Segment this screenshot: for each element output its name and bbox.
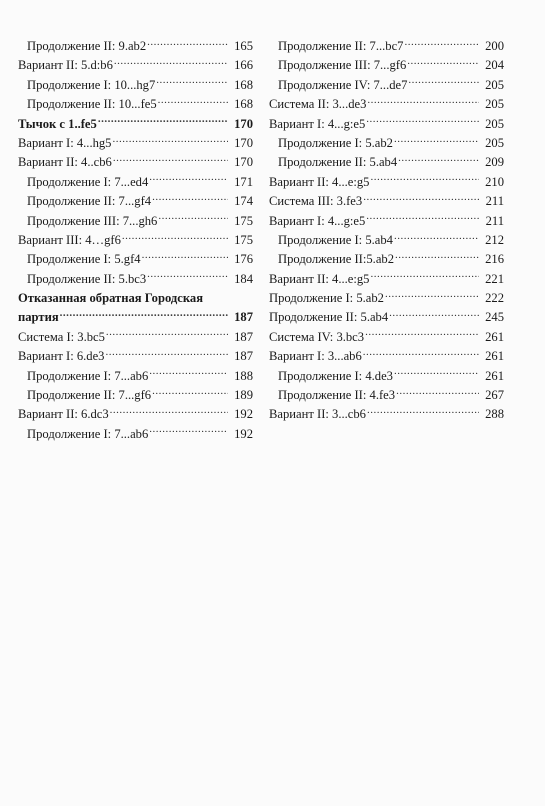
toc-page-number: 187: [234, 310, 253, 325]
toc-entry: [269, 367, 504, 386]
toc-page-number: 189: [234, 388, 253, 403]
toc-page-number: 187: [234, 329, 253, 344]
toc-page-number: 204: [485, 58, 504, 73]
toc-entry: [269, 95, 504, 114]
toc-page-number: 176: [234, 252, 253, 267]
toc-page-number: 171: [234, 174, 253, 189]
toc-leader-dots: [149, 174, 228, 186]
toc-entry-title-line1: Отказанная обратная Городская: [18, 291, 204, 306]
toc-page-number: 216: [485, 252, 504, 267]
toc-leader-dots: [367, 96, 479, 108]
toc-page-number: 174: [234, 194, 253, 209]
toc-entry-title: Продолжение II: 5.bc3: [27, 271, 147, 286]
toc-entry: [18, 347, 253, 366]
toc-entry: [18, 250, 253, 269]
toc-entry-title: Продолжение II: 7...gf4: [27, 194, 152, 209]
toc-leader-dots: [106, 329, 228, 341]
toc-entry: [269, 328, 504, 347]
toc-entry-line2: [18, 308, 253, 327]
toc-right-column: [269, 37, 504, 425]
toc-page-number: 170: [234, 155, 253, 170]
toc-entry-title: Продолжение I: 5.ab2: [278, 135, 393, 150]
toc-entry-title: Продолжение IV: 7...de7: [278, 77, 408, 92]
toc-entry: [18, 192, 253, 211]
toc-entry-title: Вариант III: 4…gf6: [18, 232, 121, 247]
toc-page-number: 245: [485, 310, 504, 325]
toc-entry: [18, 56, 253, 75]
toc-leader-dots: [113, 154, 228, 166]
toc-page-number: 170: [234, 135, 253, 150]
toc-entry: [18, 212, 253, 231]
toc-page-number: 222: [485, 291, 504, 306]
toc-entry-title: Вариант II: 3...cb6: [269, 407, 366, 422]
toc-entry: [18, 134, 253, 153]
toc-entry: [269, 308, 504, 327]
toc-entry: [18, 405, 253, 424]
toc-entry: [269, 289, 504, 308]
toc-page-number: 211: [485, 194, 504, 209]
toc-leader-dots: [112, 135, 228, 147]
toc-entry-title: Система IV: 3.bc3: [269, 329, 365, 344]
toc-leader-dots: [122, 232, 228, 244]
toc-entry: [18, 367, 253, 386]
toc-entry-title: Вариант II: 6.dc3: [18, 407, 109, 422]
toc-entry-title: Продолжение II: 9.ab2: [27, 39, 147, 53]
toc-leader-dots: [114, 57, 228, 69]
toc-page-number: 170: [234, 116, 253, 131]
toc-entry: [269, 212, 504, 231]
toc-page-number: 205: [485, 116, 504, 131]
toc-page-number: 187: [234, 349, 253, 364]
toc-leader-dots: [366, 213, 479, 225]
toc-entry-title: Продолжение II: 7...gf6: [27, 388, 152, 403]
toc-leader-dots: [370, 174, 479, 186]
toc-leader-dots: [408, 77, 479, 89]
toc-leader-dots: [147, 38, 228, 50]
toc-leader-dots: [385, 290, 479, 302]
toc-leader-dots: [363, 348, 479, 360]
toc-entry: [269, 250, 504, 269]
toc-leader-dots: [389, 309, 479, 321]
toc-leader-dots: [158, 213, 228, 225]
toc-leader-dots: [366, 116, 479, 128]
toc-page-number: 261: [485, 349, 504, 364]
toc-entry-title: Тычок с 1..fe5: [18, 116, 97, 131]
toc-entry-title: Продолжение I: 7...ab6: [27, 368, 149, 383]
toc-entry: [269, 347, 504, 366]
toc-leader-dots: [370, 271, 479, 283]
toc-page-number: 168: [234, 97, 253, 112]
toc-entry: [18, 173, 253, 192]
toc-entry: [269, 386, 504, 405]
toc-leader-dots: [394, 232, 479, 244]
toc-entry: [18, 76, 253, 95]
toc-entry: [269, 76, 504, 95]
toc-leader-dots: [404, 38, 479, 50]
toc-page-number: 200: [485, 39, 504, 53]
toc-entry-title: Вариант II: 5.d:b6: [18, 58, 113, 73]
toc-page-number: 175: [234, 232, 253, 247]
toc-entry-title: Продолжение I: 5.ab2: [269, 291, 384, 306]
toc-leader-dots: [394, 368, 479, 380]
toc-entry-title: Продолжение II: 5.ab4: [269, 310, 389, 325]
toc-leader-dots: [398, 154, 479, 166]
toc-entry-title: Вариант II: 4..cb6: [18, 155, 112, 170]
toc-page-number: 209: [485, 155, 504, 170]
toc-entry-title: Продолжение I: 10...hg7: [27, 77, 156, 92]
toc-page-number: 192: [234, 426, 253, 441]
toc-entry: [269, 134, 504, 153]
toc-entry-title: Продолжение I: 7...ed4: [27, 174, 149, 189]
toc-page-number: 205: [485, 135, 504, 150]
toc-entry-title: Вариант I: 4...g:e5: [269, 116, 366, 131]
toc-leader-dots: [105, 348, 228, 360]
toc-leader-dots: [407, 57, 479, 69]
toc-entry-title: Вариант I: 4...g:e5: [269, 213, 366, 228]
toc-entry: [269, 56, 504, 75]
toc-entry: [18, 386, 253, 405]
toc-entry: [18, 270, 253, 289]
toc-leader-dots: [395, 251, 479, 263]
toc-entry-title: Вариант I: 4...hg5: [18, 135, 112, 150]
toc-entry-title: Вариант I: 3...ab6: [269, 349, 362, 364]
toc-page-number: 166: [234, 58, 253, 73]
toc-entry: [269, 173, 504, 192]
toc-leader-dots: [363, 193, 479, 205]
toc-leader-dots: [156, 77, 228, 89]
toc-page-number: 184: [234, 271, 253, 286]
toc-page-number: 210: [485, 174, 504, 189]
toc-page-number: 188: [234, 368, 253, 383]
toc-entry-title: Вариант II: 4...e:g5: [269, 271, 370, 286]
toc-entry-title: Продолжение I: 4.de3: [278, 368, 393, 383]
toc-entry-title: Вариант II: 4...e:g5: [269, 174, 370, 189]
toc-entry-title: Продолжение II: 10...fe5: [27, 97, 157, 112]
toc-leader-dots: [152, 193, 228, 205]
toc-entry: [18, 328, 253, 347]
toc-page-number: 192: [234, 407, 253, 422]
toc-leader-dots: [158, 96, 228, 108]
toc-page-number: 168: [234, 77, 253, 92]
toc-leader-dots: [147, 271, 228, 283]
toc-entry-title: Продолжение III: 7...gh6: [27, 213, 158, 228]
toc-page-number: 165: [234, 39, 253, 53]
toc-entry: [269, 37, 504, 56]
toc-leader-dots: [367, 406, 479, 418]
toc-page-number: 205: [485, 77, 504, 92]
toc-entry: [18, 289, 253, 328]
toc-page-number: 288: [485, 407, 504, 422]
toc-entry-title: Продолжение III: 7...gf6: [278, 58, 407, 73]
toc-entry-title: Продолжение II: 5.ab4: [278, 155, 398, 170]
toc-entry: [18, 95, 253, 114]
toc-page-number: 261: [485, 329, 504, 344]
toc-leader-dots: [149, 368, 228, 380]
toc-leader-dots: [98, 116, 228, 128]
toc-entry: [269, 115, 504, 134]
toc-entry: [18, 37, 253, 56]
toc-entry-title: Система II: 3...de3: [269, 97, 367, 112]
toc-leader-dots: [394, 135, 479, 147]
toc-page-number: 211: [485, 213, 504, 228]
toc-entry: [269, 270, 504, 289]
toc-left-column: [18, 37, 253, 444]
toc-entry-title: Продолжение I: 7...ab6: [27, 426, 149, 441]
toc-entry-title: Система I: 3.bc5: [18, 329, 105, 344]
toc-entry: [18, 153, 253, 172]
toc-leader-dots: [365, 329, 479, 341]
toc-page-number: 212: [485, 232, 504, 247]
toc-entry-title: Продолжение I: 5.gf4: [27, 252, 141, 267]
toc-entry: [18, 425, 253, 444]
toc-entry-title: Продолжение II: 4.fe3: [278, 388, 396, 403]
toc-leader-dots: [152, 387, 228, 399]
toc-entry-title: Система III: 3.fe3: [269, 194, 363, 209]
toc-entry: [269, 192, 504, 211]
toc-leader-dots: [396, 387, 479, 399]
toc-entry: [269, 153, 504, 172]
toc-entry: [18, 231, 253, 250]
toc-entry-title-line2: партия: [18, 310, 59, 325]
toc-leader-dots: [60, 309, 228, 321]
toc-entry: [269, 405, 504, 424]
toc-entry-title: Продолжение II:5.ab2: [278, 252, 395, 267]
toc-page-number: 267: [485, 388, 504, 403]
toc-leader-dots: [142, 251, 228, 263]
toc-page-number: 221: [485, 271, 504, 286]
toc-leader-dots: [110, 406, 228, 418]
toc-page-number: 175: [234, 213, 253, 228]
toc-entry: [18, 115, 253, 134]
toc-entry: [269, 231, 504, 250]
toc-entry-title: Вариант I: 6.de3: [18, 349, 105, 364]
toc-page-number: 205: [485, 97, 504, 112]
toc-entry-title: Продолжение II: 7...bc7: [278, 39, 404, 53]
toc-leader-dots: [149, 426, 228, 438]
toc-entry-title: Продолжение I: 5.ab4: [278, 232, 393, 247]
toc-page-number: 261: [485, 368, 504, 383]
